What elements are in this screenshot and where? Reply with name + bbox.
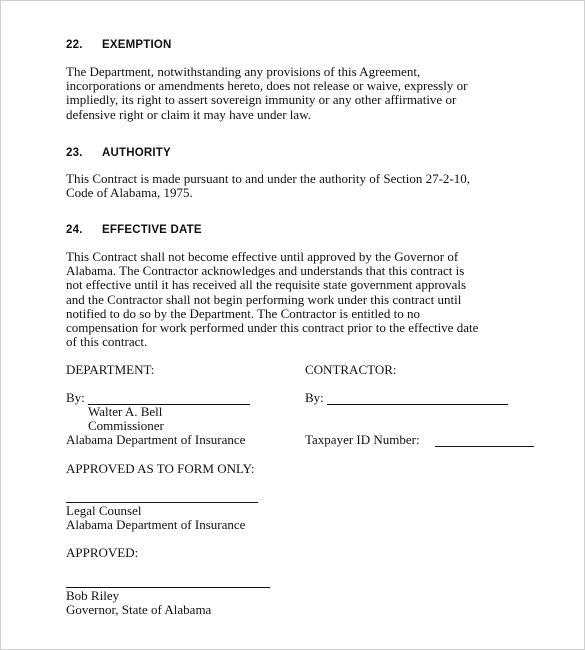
contractor-signature-line[interactable] — [327, 404, 508, 405]
text-line: The Department, notwithstanding any provisions of this Agreement, — [66, 64, 421, 79]
legal-counsel-title: Legal Counsel — [66, 503, 142, 518]
text-line: impliedly, its right to assert sovereign immunity or any other affirmative or — [66, 92, 457, 108]
section-22-text — [66, 65, 467, 122]
text-line: This Contract is made pursuant to and under the authority of Section 27-2-10, — [66, 171, 470, 186]
department-signer-title: Commissioner — [88, 418, 164, 433]
section-number: 24. — [66, 224, 83, 236]
section-number: 22. — [66, 39, 83, 51]
approved-label: APPROVED: — [66, 545, 139, 560]
governor-title: Governor, State of Alabama — [66, 602, 212, 617]
section-title: EXEMPTION — [102, 39, 172, 51]
section-24-heading — [66, 224, 202, 236]
legal-counsel-organization: Alabama Department of Insurance — [66, 517, 246, 532]
text-line: compensation for work performed under this contract prior to the effective date — [66, 320, 479, 336]
text-line: defensive right or claim it may have under law. — [66, 106, 311, 122]
section-22-heading — [66, 39, 172, 51]
text-line: This Contract shall not become effective until approved by the Governor of — [66, 249, 459, 264]
text-line: and the Contractor shall not begin performing work under this contract until — [66, 291, 462, 307]
text-line: not effective until it has received all the requisite state government approvals — [66, 277, 467, 293]
section-24-text — [66, 250, 478, 349]
text-line: Alabama. The Contractor acknowledges and understands that this contract is — [66, 263, 465, 279]
text-line: Code of Alabama, 1975. — [66, 185, 193, 201]
section-title: AUTHORITY — [102, 147, 171, 159]
department-signer-name: Walter A. Bell — [88, 404, 163, 419]
text-line: of this contract. — [66, 334, 148, 350]
approved-as-to-form-label: APPROVED AS TO FORM ONLY: — [66, 461, 255, 476]
section-23-text — [66, 172, 470, 200]
text-line: incorporations or amendments hereto, does not release or waive, expressly or — [66, 78, 468, 94]
department-label: DEPARTMENT: — [66, 362, 155, 377]
section-title: EFFECTIVE DATE — [102, 224, 202, 236]
taxpayer-id-label: Taxpayer ID Number: — [305, 432, 420, 447]
contractor-by-label: By: — [305, 390, 324, 405]
governor-name: Bob Riley — [66, 588, 120, 603]
section-number: 23. — [66, 147, 83, 159]
contractor-label: CONTRACTOR: — [305, 362, 397, 377]
text-line: notified to do so by the Department. The Contractor is entitled to no — [66, 305, 420, 321]
department-organization: Alabama Department of Insurance — [66, 432, 246, 447]
taxpayer-id-line[interactable] — [435, 446, 534, 447]
department-by-label: By: — [66, 390, 85, 405]
section-23-heading — [66, 147, 171, 159]
